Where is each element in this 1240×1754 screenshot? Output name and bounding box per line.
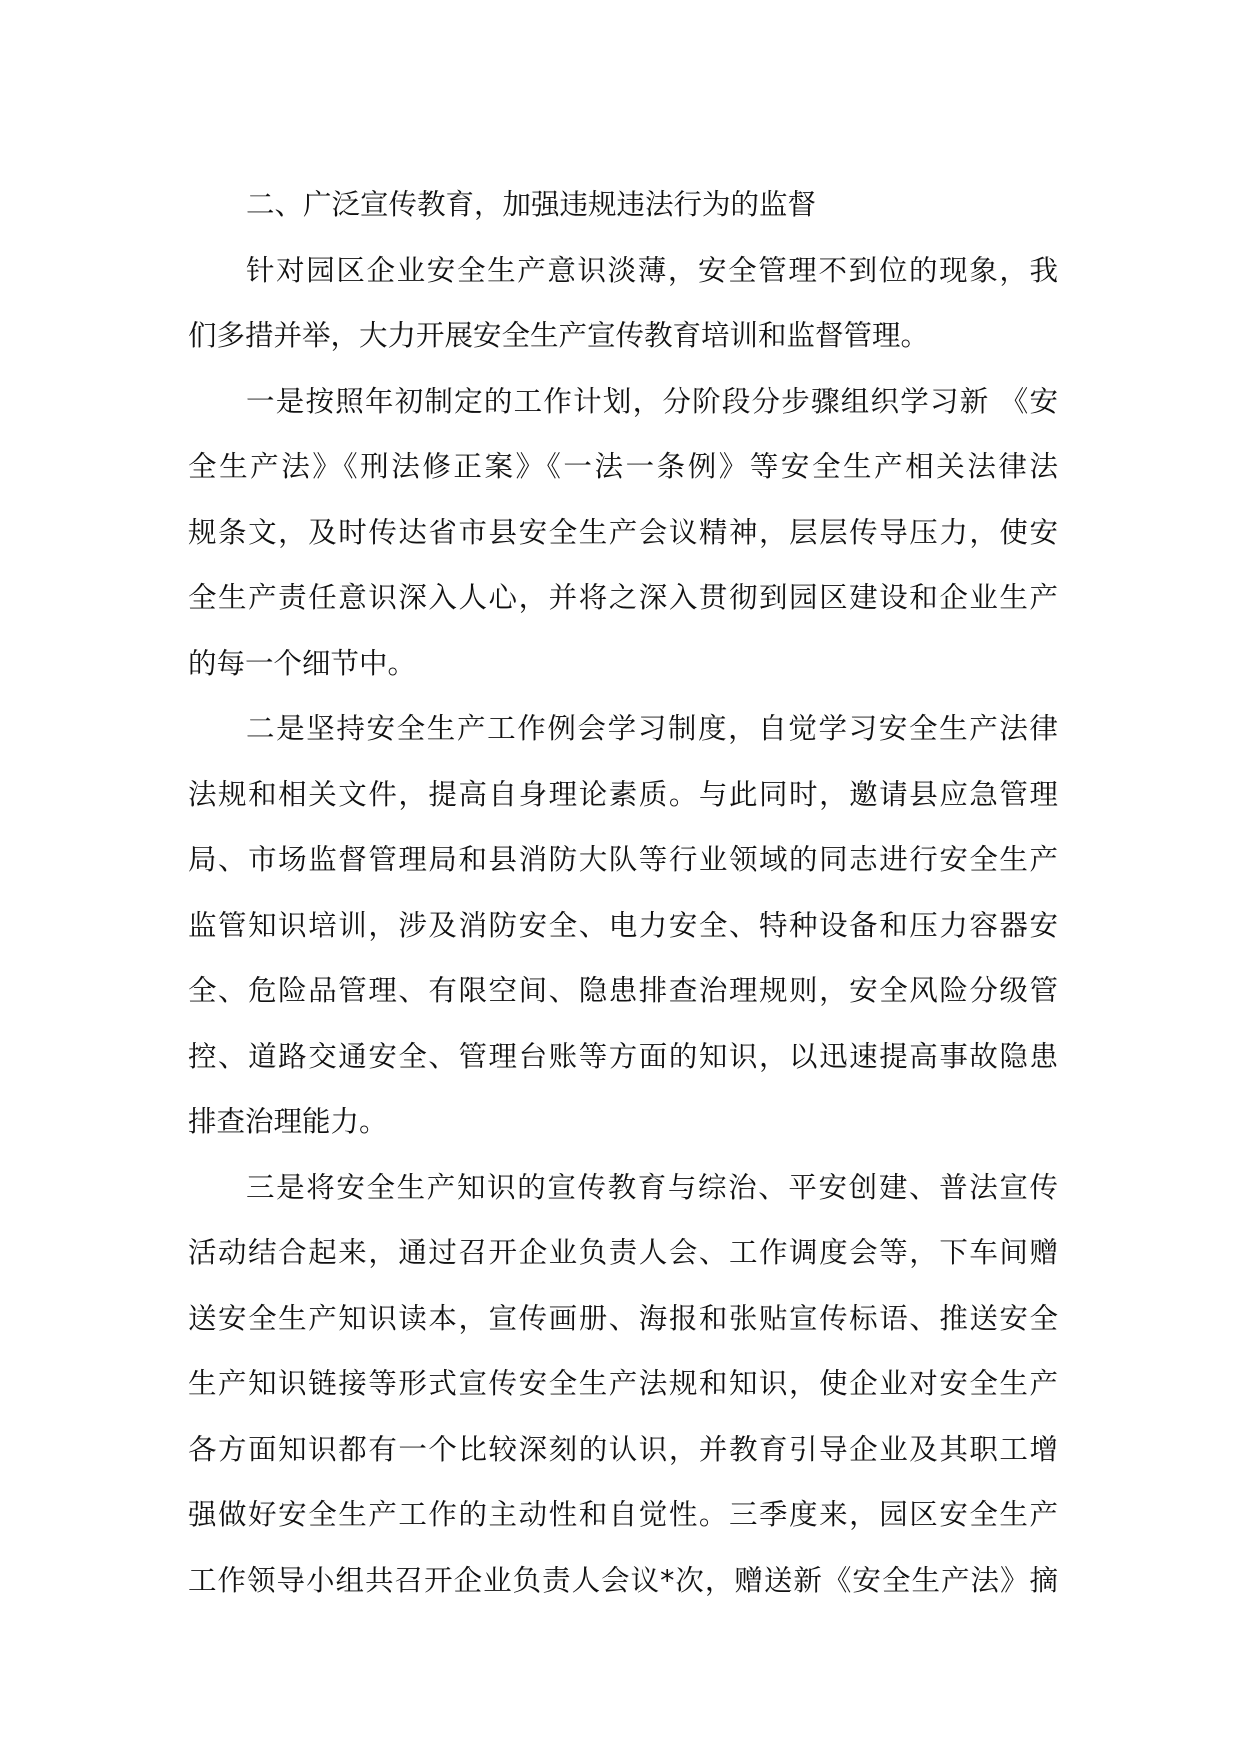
section-heading: 二、广泛宣传教育，加强违规违法行为的监督 xyxy=(246,188,817,221)
paragraph-line: 工作领导小组共召开企业负责人会议*次，赠送新《安全生产法》摘 xyxy=(188,1563,1058,1597)
paragraph-line: 全、危险品管理、有限空间、隐患排查治理规则，安全风险分级管 xyxy=(188,974,1058,1007)
paragraph-line: 排查治理能力。 xyxy=(188,1105,388,1138)
paragraph-line: 全生产责任意识深入人心，并将之深入贯彻到园区建设和企业生产 xyxy=(188,581,1058,614)
paragraph-line: 送安全生产知识读本，宣传画册、海报和张贴宣传标语、推送安全 xyxy=(188,1301,1058,1335)
paragraph-line: 全生产法》《刑法修正案》《一法一条例》等安全生产相关法律法 xyxy=(188,450,1058,483)
paragraph-line: 各方面知识都有一个比较深刻的认识，并教育引导企业及其职工增 xyxy=(188,1432,1058,1466)
paragraph-line: 的每一个细节中。 xyxy=(188,646,417,680)
document-body xyxy=(188,172,1058,1613)
paragraph-line: 一是按照年初制定的工作计划，分阶段分步骤组织学习新 《安 xyxy=(246,384,1058,418)
paragraph-line: 监管知识培训，涉及消防安全、电力安全、特种设备和压力容器安 xyxy=(188,908,1058,942)
paragraph-line: 们多措并举，大力开展安全生产宣传教育培训和监督管理。 xyxy=(188,319,930,352)
paragraph-line: 局、市场监督管理局和县消防大队等行业领域的同志进行安全生产 xyxy=(188,843,1058,876)
paragraph-line: 强做好安全生产工作的主动性和自觉性。三季度来，园区安全生产 xyxy=(188,1498,1058,1531)
paragraph-line: 控、道路交通安全、管理台账等方面的知识，以迅速提高事故隐患 xyxy=(188,1039,1058,1073)
paragraph-line: 针对园区企业安全生产意识淡薄，安全管理不到位的现象，我 xyxy=(246,253,1058,287)
paragraph-line: 规条文，及时传达省市县安全生产会议精神，层层传导压力，使安 xyxy=(188,515,1058,549)
paragraph-line: 活动结合起来，通过召开企业负责人会、工作调度会等，下车间赠 xyxy=(188,1236,1058,1269)
paragraph-line: 法规和相关文件，提高自身理论素质。与此同时，邀请县应急管理 xyxy=(188,777,1058,811)
paragraph-line: 三是将安全生产知识的宣传教育与综治、平安创建、普法宣传 xyxy=(246,1170,1058,1204)
paragraph-line: 生产知识链接等形式宣传安全生产法规和知识，使企业对安全生产 xyxy=(188,1367,1058,1400)
paragraph-line: 二是坚持安全生产工作例会学习制度，自觉学习安全生产法律 xyxy=(246,712,1058,745)
